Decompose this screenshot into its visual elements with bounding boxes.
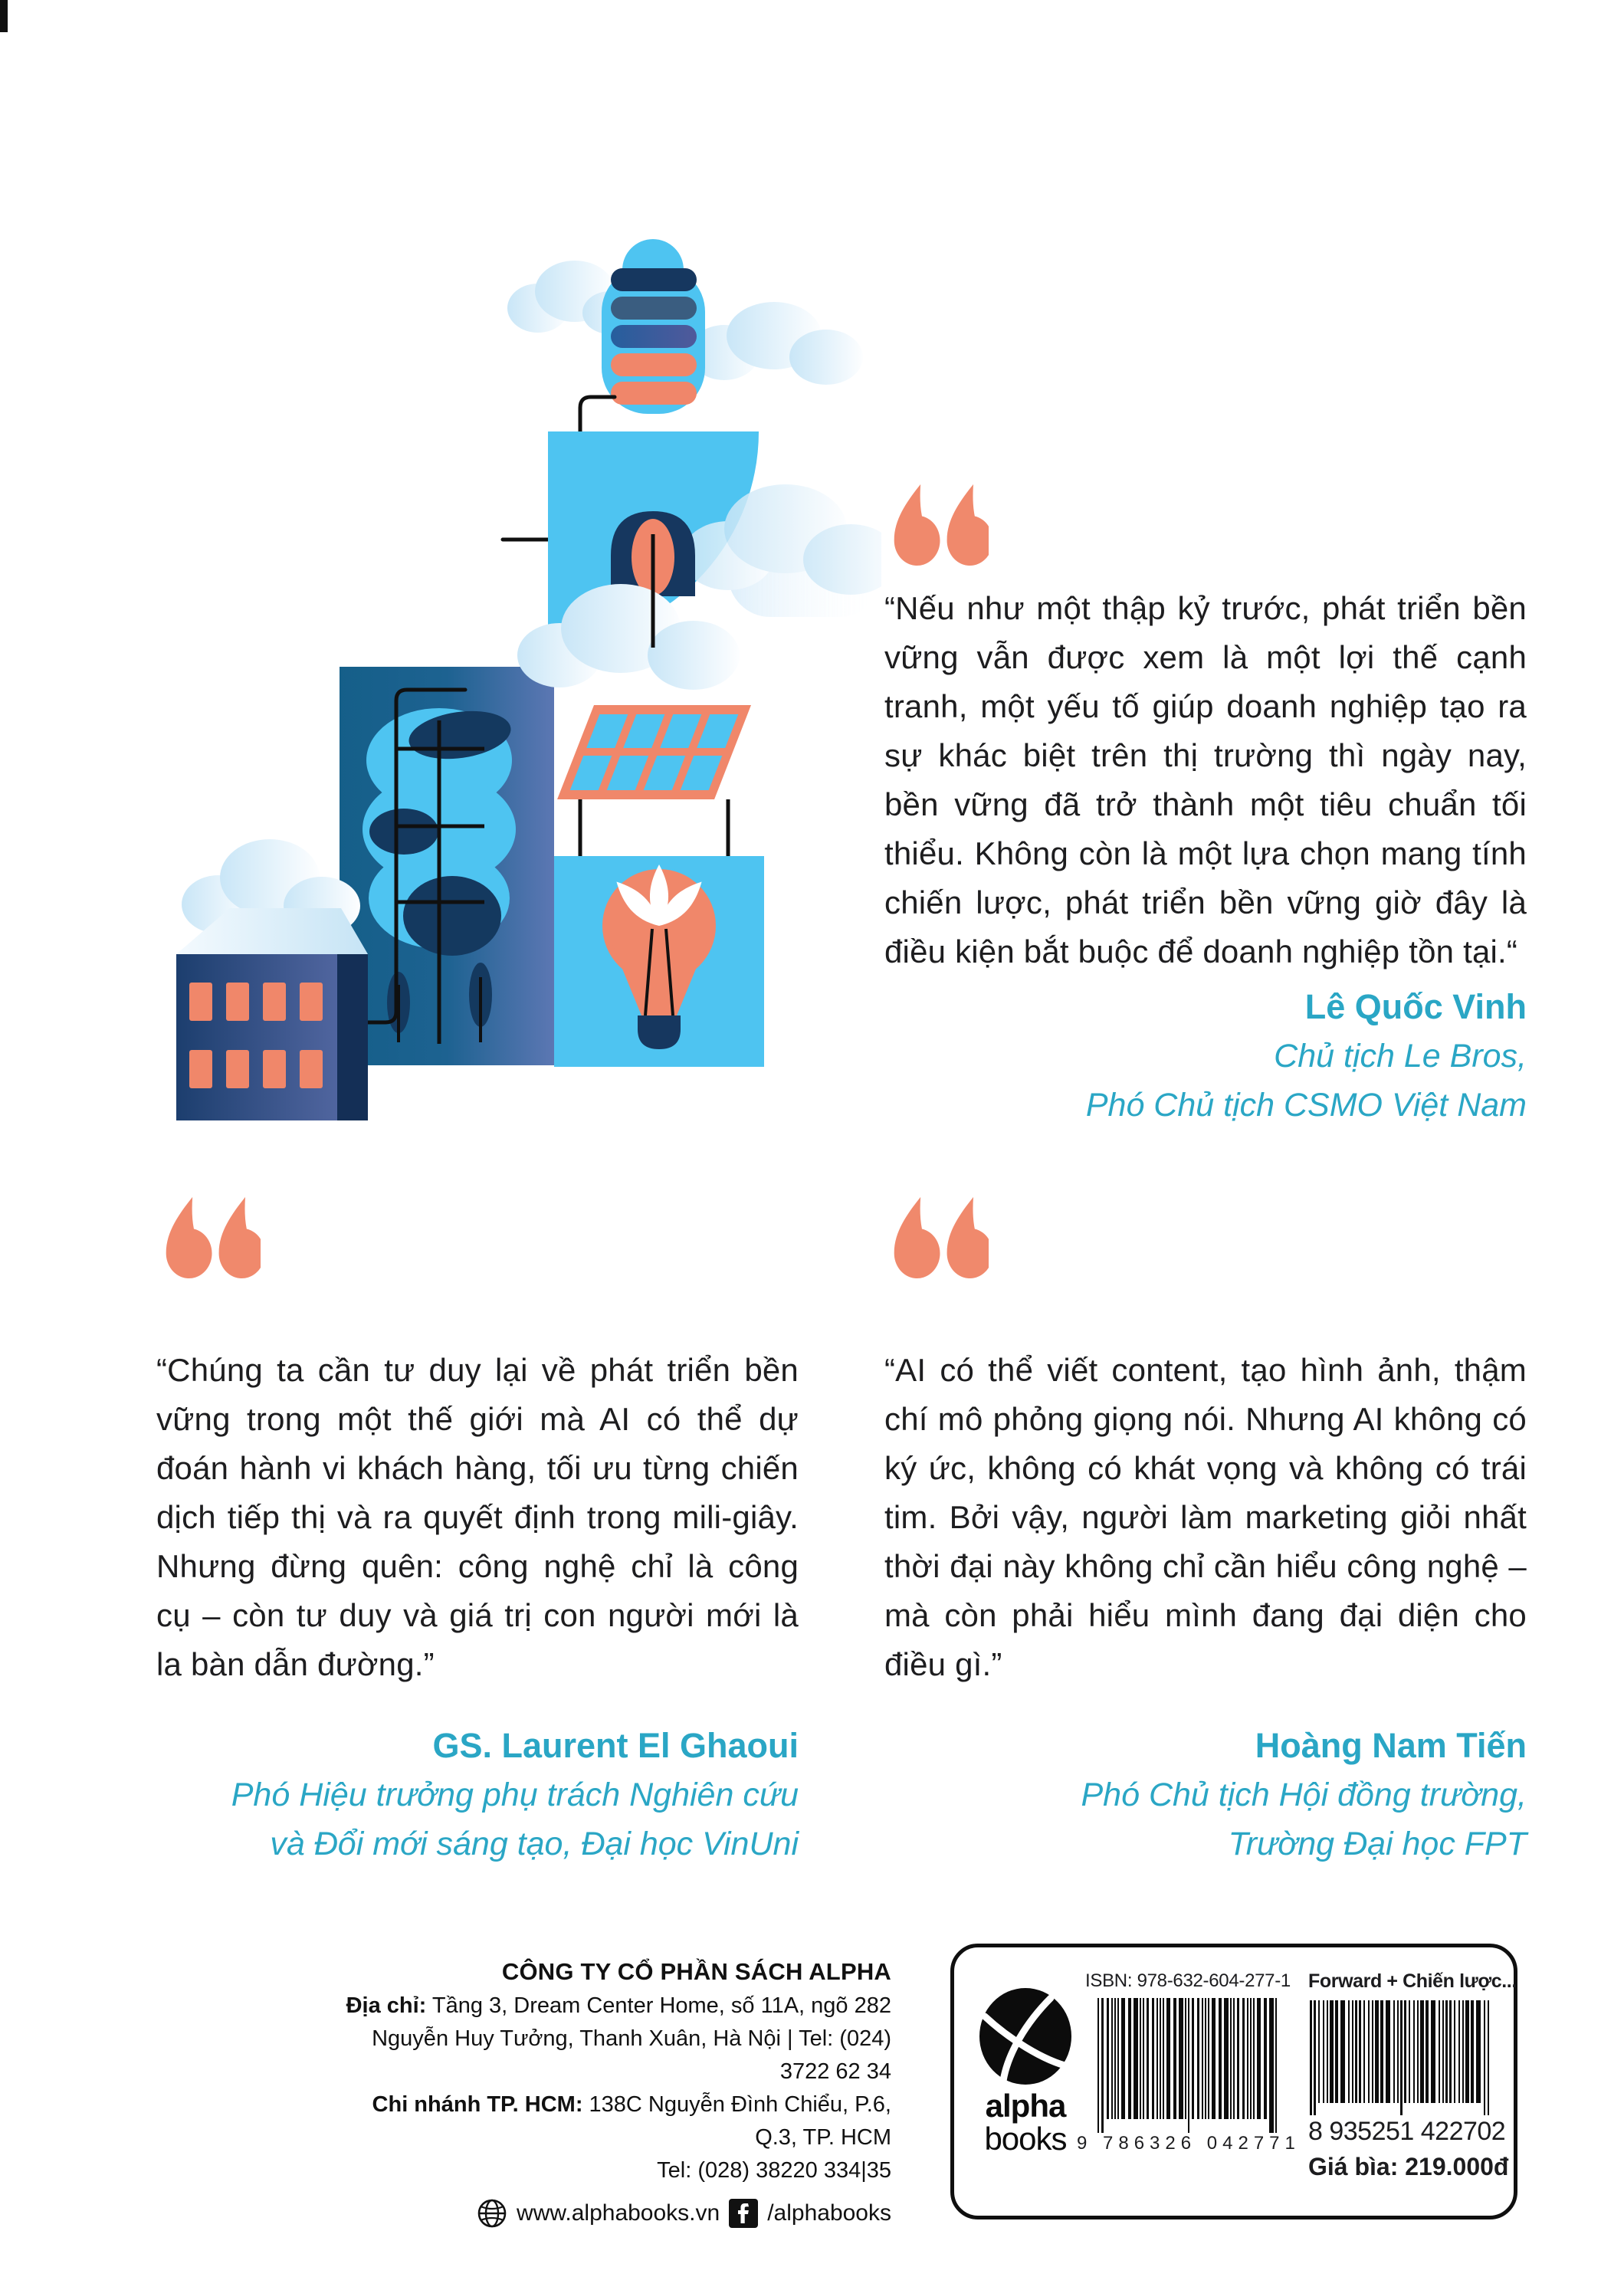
quote-attribution bbox=[884, 1721, 1527, 1868]
facebook-icon bbox=[729, 2199, 758, 2228]
quote-icon bbox=[884, 1196, 989, 1284]
alphabooks-logo bbox=[968, 1987, 1083, 2157]
quote-author-role: Phó Hiệu trưởng phụ trách Nghiên cứu bbox=[231, 1777, 799, 1813]
isbn-barcode bbox=[1077, 1998, 1299, 2133]
barcode-box bbox=[950, 1944, 1517, 2219]
sustainable-city-illustration bbox=[69, 107, 881, 1150]
publisher-links bbox=[340, 2198, 891, 2229]
isbn-digits: 9 786326 042771 bbox=[1077, 2133, 1301, 2154]
price-label: Giá bìa: 219.000đ bbox=[1308, 2153, 1509, 2180]
quote-block-3 bbox=[884, 1196, 1527, 1868]
publisher-address-line: Nguyễn Huy Tưởng, Thanh Xuân, Hà Nội | Tel: (024) 3722 62 34 bbox=[372, 2026, 891, 2084]
quote-block-1 bbox=[884, 483, 1527, 1130]
quote-icon bbox=[156, 1196, 261, 1284]
ean-column bbox=[1308, 1970, 1517, 2181]
branch-text: 138C Nguyễn Đình Chiểu, P.6, Q.3, TP. HCM bbox=[582, 2092, 891, 2150]
globe-icon bbox=[477, 2198, 507, 2229]
solar-panel-icon bbox=[557, 705, 751, 856]
publisher-tel-line: Tel: (028) 38220 334|35 bbox=[657, 2158, 891, 2183]
quote-author-role: Phó Chủ tịch CSMO Việt Nam bbox=[1085, 1087, 1527, 1124]
publisher-address-line bbox=[340, 1990, 891, 2023]
quote-author-role: Chủ tịch Le Bros, bbox=[1274, 1038, 1527, 1074]
isbn-column bbox=[1077, 1970, 1299, 2154]
quote-block-2 bbox=[156, 1196, 799, 1868]
website-url: www.alphabooks.vn bbox=[517, 2200, 720, 2226]
quote-author: Hoàng Nam Tiến bbox=[1255, 1726, 1527, 1765]
address-text: Tầng 3, Dream Center Home, số 11A, ngõ 282 bbox=[426, 1993, 891, 2018]
logo-word-alpha: alpha bbox=[985, 2088, 1066, 2124]
balloon-capsule-icon bbox=[602, 239, 705, 414]
quote-text: “Nếu như một thập kỷ trước, phát triển bền vững vẫn được xem là một lợi thế cạnh tranh, một yếu tố giúp doanh nghiệp tạo ra sự khác biệt trên thị trường thì ngày nay, bền vững đã trở thành một tiêu chuẩn tối thiểu. Không còn là một lựa chọn mang tính chiến lược, phát triển bền vững giờ đây là điều kiện bắt buộc để doanh nghiệp tồn tại.“ bbox=[884, 590, 1527, 969]
branch-label: Chi nhánh TP. HCM: bbox=[372, 2092, 583, 2117]
lightbulb-icon bbox=[554, 856, 764, 1067]
quote-attribution bbox=[884, 983, 1527, 1130]
quote-icon bbox=[884, 483, 989, 572]
print-bleed-mark bbox=[0, 0, 8, 32]
ean-barcode bbox=[1308, 2000, 1492, 2115]
logo-word-books: books bbox=[984, 2121, 1067, 2157]
quote-author-role: Trường Đại học FPT bbox=[1228, 1826, 1527, 1862]
quote-author: GS. Laurent El Ghaoui bbox=[432, 1726, 799, 1765]
factory-building-icon bbox=[176, 908, 368, 1120]
quote-text: “AI có thể viết content, tạo hình ảnh, thậm chí mô phỏng giọng nói. Nhưng AI không có ký ức, không có khát vọng và không có trái tim. Bởi vậy, người làm marketing giỏi nhất thời đại này không chỉ cần hiểu công nghệ – mà còn phải hiểu mình đang đại diện cho điều gì.” bbox=[884, 1352, 1527, 1682]
quote-author: Lê Quốc Vinh bbox=[1304, 987, 1527, 1026]
quote-author-role: Phó Chủ tịch Hội đồng trường, bbox=[1081, 1777, 1527, 1813]
alphabooks-logo-icon bbox=[977, 1987, 1074, 2087]
isbn-label: ISBN: 978-632-604-277-1 bbox=[1085, 1970, 1291, 1991]
quote-author-role: và Đổi mới sáng tạo, Đại học VinUni bbox=[270, 1826, 799, 1862]
address-label: Địa chỉ: bbox=[346, 1993, 427, 2018]
publisher-info bbox=[340, 1954, 891, 2229]
ean-digits: 8 935251 422702 bbox=[1308, 2117, 1506, 2146]
publisher-branch-line bbox=[340, 2088, 891, 2154]
book-short-title: Forward + Chiến lược... bbox=[1308, 1970, 1517, 1992]
quote-attribution bbox=[156, 1721, 799, 1868]
facebook-handle: /alphabooks bbox=[767, 2200, 891, 2226]
publisher-name: CÔNG TY CỔ PHẦN SÁCH ALPHA bbox=[501, 1958, 891, 1985]
quote-text: “Chúng ta cần tư duy lại về phát triển bền vững trong một thế giới mà AI có thể dự đoán hành vi khách hàng, tối ưu từng chiến dịch tiếp thị và ra quyết định trong mili-giây. Nhưng đừng quên: công nghệ chỉ là công cụ – còn tư duy và giá trị con người mới là la bàn dẫn đường.” bbox=[156, 1352, 799, 1682]
